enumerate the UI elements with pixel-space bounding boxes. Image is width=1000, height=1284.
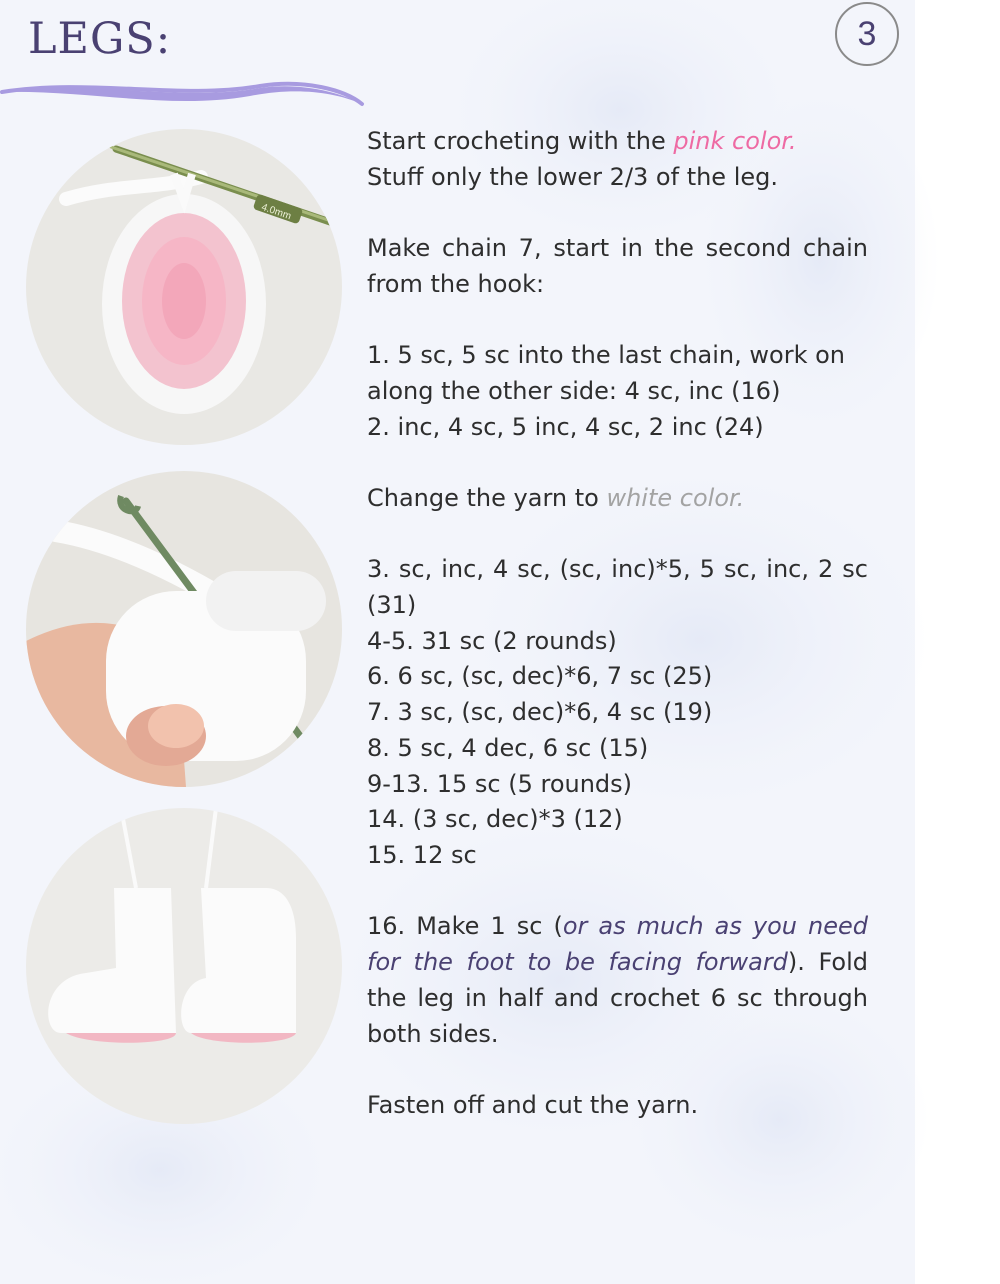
round-3: 3. sc, inc, 4 sc, (sc, inc)*5, 5 sc, inc, 2 sc (31) xyxy=(367,555,868,620)
round-6: 6. 6 sc, (sc, dec)*6, 7 sc (25) xyxy=(367,662,713,691)
page-number: 3 xyxy=(857,14,877,53)
intro-line-2: Stuff only the lower 2/3 of the leg. xyxy=(367,162,778,191)
page-title: LEGS: xyxy=(28,14,172,64)
round-1-line-1: 1. 5 sc, 5 sc into the last chain, work on xyxy=(367,341,845,370)
round-14: 14. (3 sc, dec)*3 (12) xyxy=(367,805,623,834)
page-number-badge xyxy=(835,2,899,66)
instructions xyxy=(367,124,868,1124)
round-7: 7. 3 sc, (sc, dec)*6, 4 sc (19) xyxy=(367,698,713,727)
chain-instruction: Make chain 7, start in the second chain from the hook: xyxy=(367,234,868,298)
round-9-13: 9-13. 15 sc (5 rounds) xyxy=(367,769,633,798)
pink-color-text: pink color. xyxy=(673,127,797,155)
white-color-text: white color. xyxy=(606,483,745,512)
final-instruction: Fasten off and cut the yarn. xyxy=(367,1090,699,1119)
round-1-line-2: along the other side: 4 sc, inc (16) xyxy=(367,376,781,405)
photo-finished-legs xyxy=(26,808,342,1124)
change-yarn-line: Change the yarn to white color. xyxy=(367,483,745,512)
round-8: 8. 5 sc, 4 dec, 6 sc (15) xyxy=(367,733,649,762)
round-16: 16. Make 1 sc (or as much as you need for the foot to be facing forward). Fold the leg in half and crochet 6 sc through both sides. xyxy=(367,912,868,1048)
photo-pink-sole xyxy=(26,129,342,445)
foot-direction-note: or as much as you need for the foot to be facing forward xyxy=(367,912,868,977)
round-15: 15. 12 sc xyxy=(367,841,477,869)
photo-white-crochet xyxy=(26,471,342,787)
intro-line-1: Start crocheting with the pink color. xyxy=(367,127,797,155)
round-4-5: 4-5. 31 sc (2 rounds) xyxy=(367,626,617,655)
hook-size-label: 4.0mm xyxy=(259,201,293,223)
round-2: 2. inc, 4 sc, 5 inc, 4 sc, 2 inc (24) xyxy=(367,412,764,441)
